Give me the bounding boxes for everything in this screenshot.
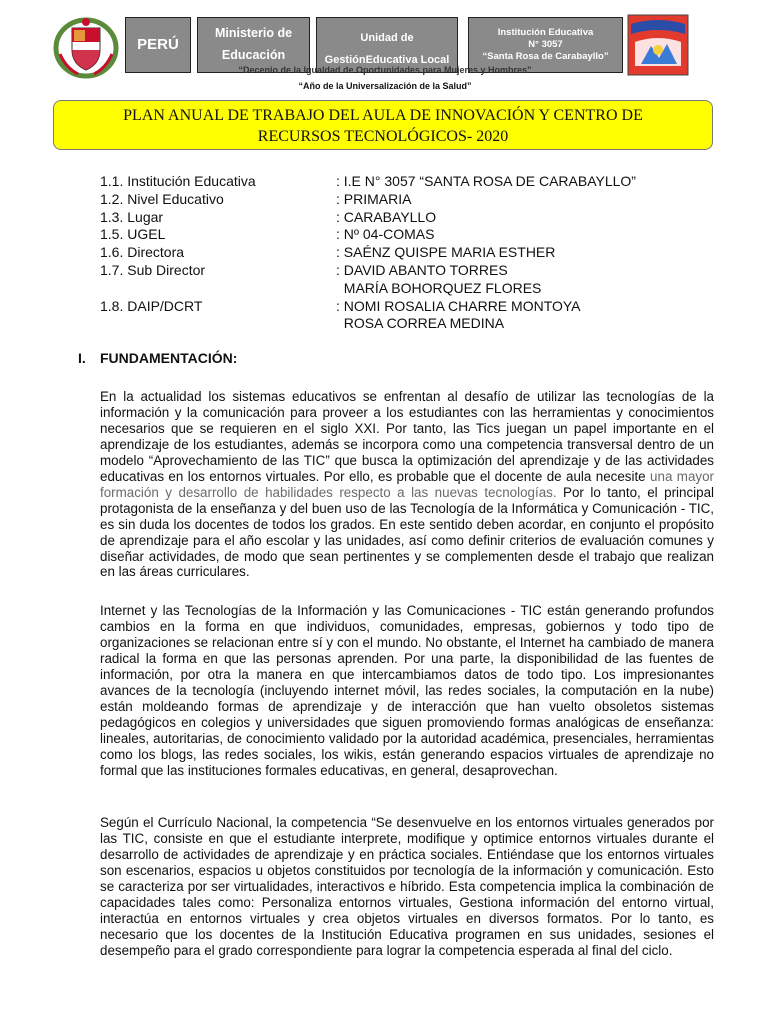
info-label: 1.6. Directora bbox=[100, 244, 185, 261]
header-ugel-line-1: Unidad de bbox=[360, 32, 414, 45]
info-label: 1.1. Institución Educativa bbox=[100, 173, 256, 189]
school-emblem-icon bbox=[627, 14, 689, 76]
info-value: : Nº 04-COMAS bbox=[336, 226, 435, 243]
info-value: ROSA CORREA MEDINA bbox=[336, 315, 505, 332]
info-label: 1.2. Nivel Educativo bbox=[100, 190, 224, 207]
info-row bbox=[100, 173, 636, 191]
header-decade-motto: “Decenio de la Igualdad de Oportunidades para Mujeres y Hombres” bbox=[238, 65, 532, 75]
header-institution-line-2: N° 3057 bbox=[528, 39, 563, 51]
info-row bbox=[100, 191, 636, 209]
info-value: : SAÉNZ QUISPE MARIA ESTHER bbox=[336, 244, 556, 261]
header-institution-line-3: “Santa Rosa de Carabayllo” bbox=[482, 50, 609, 62]
info-value: : DAVID ABANTO TORRES bbox=[336, 261, 508, 278]
info-value: : NOMI ROSALIA CHARRE MONTOYA bbox=[336, 297, 581, 314]
info-row bbox=[100, 315, 636, 333]
info-row bbox=[100, 244, 636, 262]
peru-coat-of-arms-icon bbox=[52, 14, 120, 80]
info-row bbox=[100, 209, 636, 227]
section-title: FUNDAMENTACIÓN: bbox=[100, 350, 238, 366]
info-row bbox=[100, 280, 636, 298]
document-title bbox=[53, 100, 713, 150]
paragraph-3: Según el Currículo Nacional, la competencia “Se desenvuelve en los entornos virtuales generados por las TIC, consiste en que el estudiante interprete, modifique y optimice entornos virtuales durante el desarrollo de actividades de aprendizaje y en práctica sociales. Entiéndase que los entornos virtuales son escenarios, espacios u objetos constituidos por tecnología de la información y comunicación. Esto se caracteriza por ser virtualidades, interactivos e híbrido. Esta competencia implica la combinación de capacidades tales como: Personaliza entornos virtuales, Gestiona información del entorno virtual, interactúa en entornos virtuales y crea objetos virtuales en diversos formatos. Por lo tanto, es necesario que los docentes de la Institución Educativa programen en sus unidades, sesiones el desempeño para el grado correspondiente para lograr la competencia esperada al final del ciclo. bbox=[100, 815, 714, 958]
document-title-line-2: RECURSOS TECNOLÓGICOS- 2020 bbox=[257, 128, 509, 145]
info-value: MARÍA BOHORQUEZ FLORES bbox=[336, 279, 542, 296]
header-year-motto: “Año de la Universalización de la Salud” bbox=[298, 81, 472, 91]
info-row bbox=[100, 226, 636, 244]
info-label: 1.5. UGEL bbox=[100, 226, 166, 243]
header-peru-label: PERÚ bbox=[137, 35, 179, 53]
info-label: 1.8. DAIP/DCRT bbox=[100, 297, 203, 314]
general-info-list bbox=[100, 173, 636, 333]
info-row bbox=[100, 298, 636, 316]
info-row bbox=[100, 262, 636, 280]
info-value: : PRIMARIA bbox=[336, 190, 412, 207]
header-ministry-line-1: Ministerio de bbox=[214, 26, 293, 41]
paragraph-1-part-a: En la actualidad los sistemas educativos se enfrentan al desafío de utilizar las tecnologías de la información y la comunicación para proveer a los estudiantes con las herramientas y conocimientos necesarios que se requieren en el siglo XXI. Por tanto, las Tics juegan un papel importante en el aprendizaje de los estudiantes, además se incorpora como una competencia transversal dentro de un modelo “Aprovechamiento de las TIC” que busca la optimización del aprendizaje y de las actividades educativas en los entornos virtuales. Por ello, es probable que el docente de aula necesite bbox=[100, 389, 714, 484]
info-value: : I.E N° 3057 “SANTA ROSA DE CARABAYLLO” bbox=[336, 173, 636, 189]
info-label: 1.3. Lugar bbox=[100, 208, 164, 225]
info-label bbox=[100, 280, 336, 298]
section-number: I. bbox=[78, 350, 86, 366]
info-label: 1.7. Sub Director bbox=[100, 261, 206, 278]
paragraph-1-part-c: Por lo tanto, el principal protagonista de la enseñanza y del buen uso de las Tecnología de la Informática y Comunicación - TIC, es sin duda los docentes de todos los grados. En este sentido deben acordar, en conjunto el propósito de aprendizaje para el año escolar y las unidades, así como definir criterios de evaluación comunes y diseñar actividades, de modo que sean pertinentes y se complementen desde el trabajo que realizan en las áreas curriculares. bbox=[100, 484, 715, 580]
header-ugel-line-2: GestiónEducativa Local bbox=[324, 54, 450, 66]
paragraph-1 bbox=[100, 389, 714, 580]
info-label bbox=[100, 315, 336, 333]
paragraph-1-highlight: una mayor formación y desarrollo de habilidades respecto a las nuevas tecnologías. bbox=[100, 468, 715, 500]
header-institution-line-1: Institución Educativa bbox=[497, 27, 594, 39]
document-title-line-1: PLAN ANUAL DE TRABAJO DEL AULA DE INNOVACIÓN Y CENTRO DE bbox=[123, 107, 643, 124]
header-ministry-line-2: Educación bbox=[221, 48, 286, 62]
paragraph-2: Internet y las Tecnologías de la Información y las Comunicaciones - TIC están generando profundos cambios en la forma en que individuos, comunidades, empresas, gobiernos y todo tipo de organizaciones se relacionan entre sí y con el mundo. No obstante, el Internet ha cambiado de manera radical la forma en que las personas aprenden. Por una parte, la disponibilidad de las fuentes de información, por otra la manera en que intercambiamos datos de todo tipo. Los impresionantes avances de la tecnología (incluyendo internet móvil, las redes sociales, la computación en la nube) están moldeando formas de aprendizaje y de interacción que han vuelto obsoletos sistemas pedagógicos en colegios y universidades que siguen promoviendo formas analógicas de enseñanza: lineales, autoritarias, de conocimiento validado por la autoridad académica, presenciales, herramientas como los blogs, las redes sociales, los wikis, están generando espacios virtuales de aprendizaje no formal que las instituciones formales educativas, en general, desaprovechan. bbox=[100, 603, 714, 778]
info-value: : CARABAYLLO bbox=[336, 208, 437, 225]
section-heading bbox=[78, 350, 237, 366]
